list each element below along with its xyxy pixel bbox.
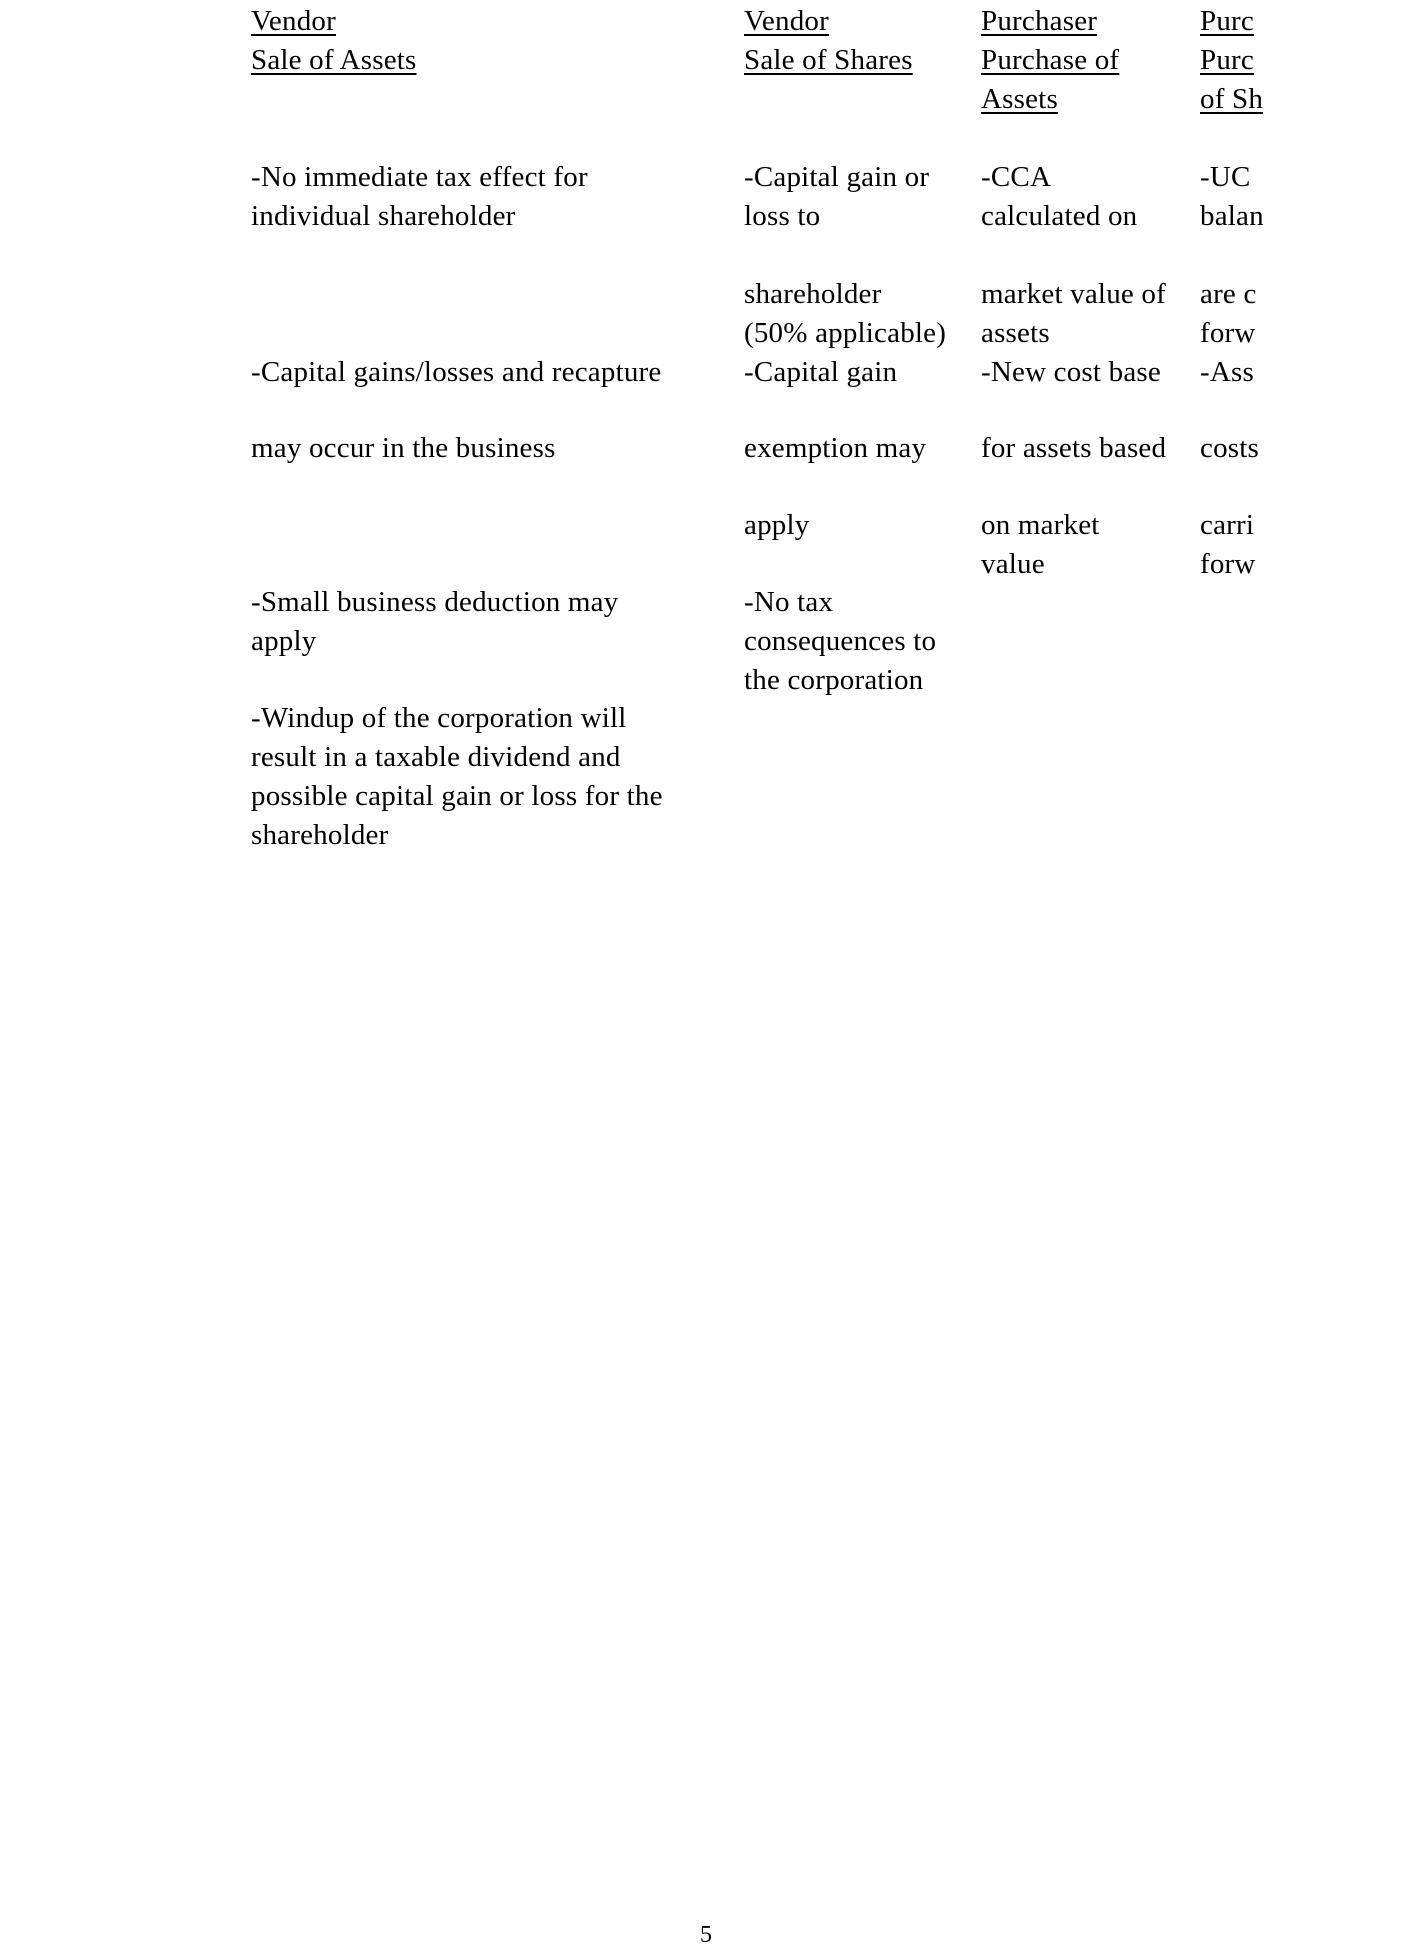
col1-text-line: possible capital gain or loss for the bbox=[251, 780, 663, 812]
col4-header-line2: Purc bbox=[1200, 44, 1254, 76]
col3-text-line: calculated on bbox=[981, 200, 1138, 232]
col3-header-line3: Assets bbox=[981, 83, 1058, 115]
col4-header-line1: Purc bbox=[1200, 5, 1254, 37]
col2-text-line: shareholder bbox=[744, 278, 882, 310]
col3-text-line: on market bbox=[981, 509, 1100, 541]
col4-text-line: carri bbox=[1200, 509, 1255, 541]
col1-text-line: apply bbox=[251, 625, 317, 657]
col2-text-line: -Capital gain or bbox=[744, 161, 930, 193]
col3-text-line: assets bbox=[981, 317, 1050, 349]
col2-text-line: -Capital gain bbox=[744, 356, 898, 388]
col1-text-line: -No immediate tax effect for bbox=[251, 161, 588, 193]
page-number: 5 bbox=[700, 1922, 712, 1948]
col2-header-line2: Sale of Shares bbox=[744, 44, 913, 76]
col3-text-line: -CCA bbox=[981, 161, 1052, 193]
col4-text-line: balan bbox=[1200, 200, 1264, 232]
col4-text-line: -Ass bbox=[1200, 356, 1254, 388]
col4-text-line: forw bbox=[1200, 317, 1256, 349]
col3-text-line: -New cost base bbox=[981, 356, 1161, 388]
col4-header-line3: of Sh bbox=[1200, 83, 1264, 115]
col1-text-line: -Windup of the corporation will bbox=[251, 702, 627, 734]
col3-header-line2: Purchase of bbox=[981, 44, 1120, 76]
col1-text-line: individual shareholder bbox=[251, 200, 516, 232]
col1-text-line: result in a taxable dividend and bbox=[251, 741, 621, 773]
col2-text-line: apply bbox=[744, 509, 810, 541]
col2-text-line: consequences to bbox=[744, 625, 937, 657]
col4-text-line: -UC bbox=[1200, 161, 1251, 193]
col1-text-line: -Capital gains/losses and recapture bbox=[251, 356, 662, 388]
col2-text-line: (50% applicable) bbox=[744, 317, 947, 349]
col2-header-line1: Vendor bbox=[744, 5, 829, 37]
col3-text-line: value bbox=[981, 548, 1045, 580]
col4-text-line: forw bbox=[1200, 548, 1256, 580]
col4-text-line: are c bbox=[1200, 278, 1257, 310]
col1-text-line: may occur in the business bbox=[251, 432, 556, 464]
col3-text-line: market value of bbox=[981, 278, 1166, 310]
col2-text-line: exemption may bbox=[744, 432, 927, 464]
col1-header-line2: Sale of Assets bbox=[251, 44, 417, 76]
col2-text-line: loss to bbox=[744, 200, 821, 232]
col3-text-line: for assets based bbox=[981, 432, 1167, 464]
col2-text-line: the corporation bbox=[744, 664, 924, 696]
col4-text-line: costs bbox=[1200, 432, 1259, 464]
col2-text-line: -No tax bbox=[744, 586, 834, 618]
col3-header-line1: Purchaser bbox=[981, 5, 1098, 37]
col1-header-line1: Vendor bbox=[251, 5, 336, 37]
col1-text-line: shareholder bbox=[251, 819, 389, 851]
col1-text-line: -Small business deduction may bbox=[251, 586, 619, 618]
